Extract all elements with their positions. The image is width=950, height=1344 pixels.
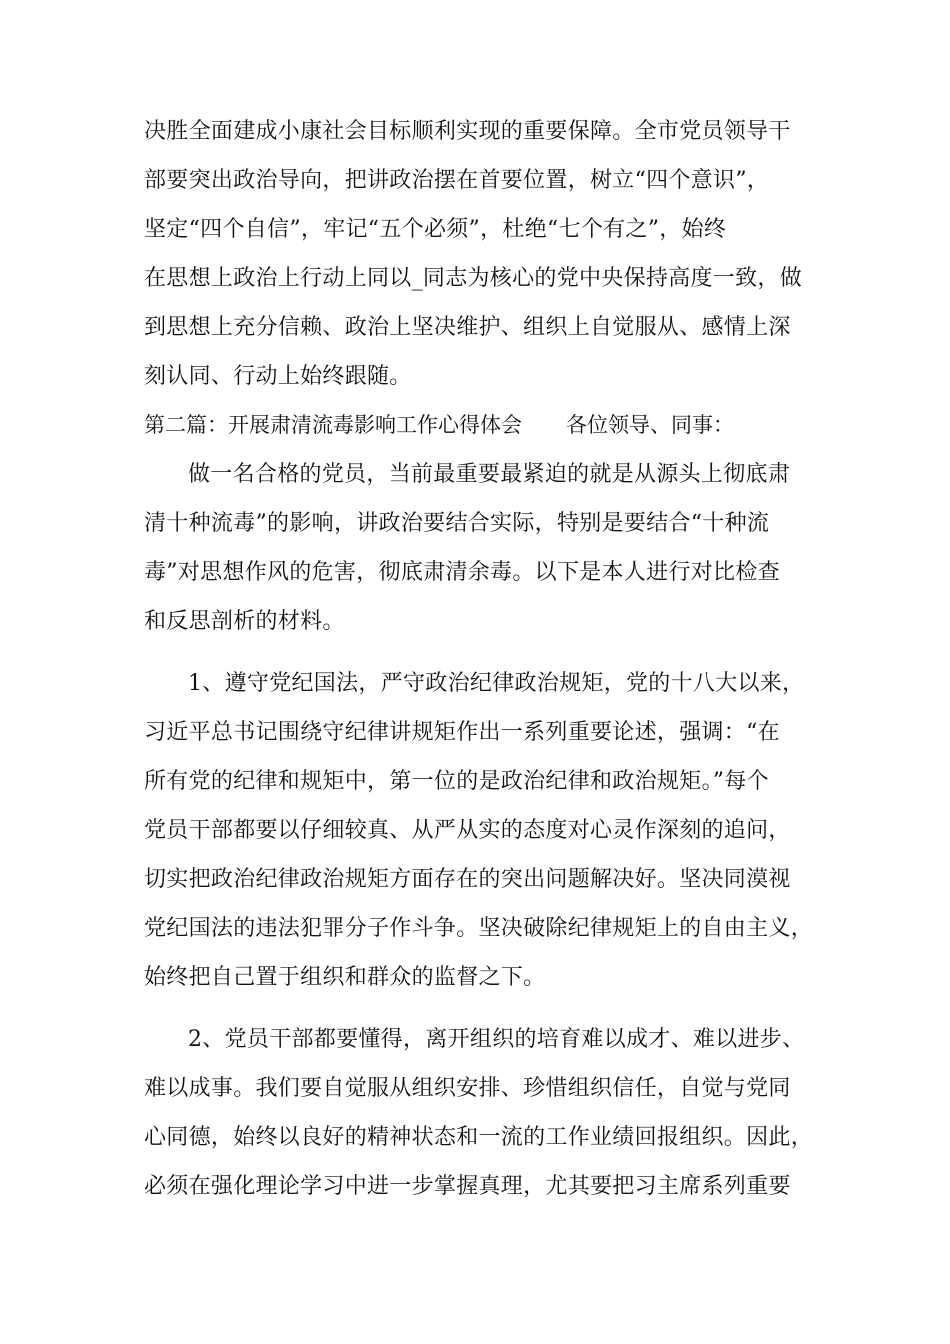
intro-paragraph xyxy=(144,107,834,401)
paragraph-3 xyxy=(144,1015,834,1211)
paragraph-line: 和反思剖析的材料。 xyxy=(144,609,345,634)
paragraph-spacer xyxy=(144,646,834,659)
paragraph-line: 党员干部都要以仔细较真、从严从实的态度对心灵作深刻的追问， xyxy=(144,818,791,843)
paragraph-line: 党纪国法的违法犯罪分子作斗争。坚决破除纪律规矩上的自由主义， xyxy=(144,916,814,941)
section-heading xyxy=(144,401,834,450)
greeting: 各位领导、同事： xyxy=(566,413,734,437)
paragraph-line: 做一名合格的党员，当前最重要最紧迫的就是从源头上彻底肃 xyxy=(188,462,791,487)
intro-line: 部要突出政治导向，把讲政治摆在首要位置，树立“四个意识”， xyxy=(144,168,770,193)
paragraph-1 xyxy=(144,450,834,646)
intro-line: 刻认同、行动上始终跟随。 xyxy=(144,364,412,389)
paragraph-line: 2、党员干部都要懂得，离开组织的培育难以成才、难以进步、 xyxy=(188,1027,805,1052)
intro-line: 到思想上充分信赖、政治上坚决维护、组织上自觉服从、感情上深 xyxy=(144,315,791,340)
section-title: 第二篇：开展肃清流毒影响工作心得体会 xyxy=(144,413,522,437)
paragraph-line: 心同德，始终以良好的精神状态和一流的工作业绩回报组织。因此， xyxy=(144,1125,814,1150)
paragraph-line: 切实把政治纪律政治规矩方面存在的突出问题解决好。坚决同漠视 xyxy=(144,867,791,892)
paragraph-line: 必须在强化理论学习中进一步掌握真理，尤其要把习主席系列重要 xyxy=(144,1174,791,1199)
intro-line: 决胜全面建成小康社会目标顺利实现的重要保障。全市党员领导干 xyxy=(144,119,791,144)
paragraph-line: 习近平总书记围绕守纪律讲规矩作出一系列重要论述，强调：“在 xyxy=(144,720,780,745)
paragraph-line: 毒”对思想作风的危害，彻底肃清余毒。以下是本人进行对比检查 xyxy=(144,560,780,585)
paragraph-spacer xyxy=(144,1002,834,1015)
paragraph-line: 1、遵守党纪国法，严守政治纪律政治规矩，党的十八大以来， xyxy=(188,671,805,696)
paragraph-2 xyxy=(144,659,834,1002)
paragraph-line: 所有党的纪律和规矩中，第一位的是政治纪律和政治规矩。”每个 xyxy=(144,769,769,794)
paragraph-line: 始终把自己置于组织和群众的监督之下。 xyxy=(144,965,546,990)
document-body xyxy=(144,107,834,1211)
paragraph-line: 难以成事。我们要自觉服从组织安排、珍惜组织信任，自觉与党同 xyxy=(144,1076,791,1101)
intro-line: 在思想上政治上行动上同以_同志为核心的党中央保持高度一致，做 xyxy=(144,266,803,291)
paragraph-line: 清十种流毒”的影响，讲政治要结合实际，特别是要结合“十种流 xyxy=(144,511,770,536)
intro-line: 坚定“四个自信”，牢记“五个必须”，杜绝“七个有之”，始终 xyxy=(144,217,727,242)
